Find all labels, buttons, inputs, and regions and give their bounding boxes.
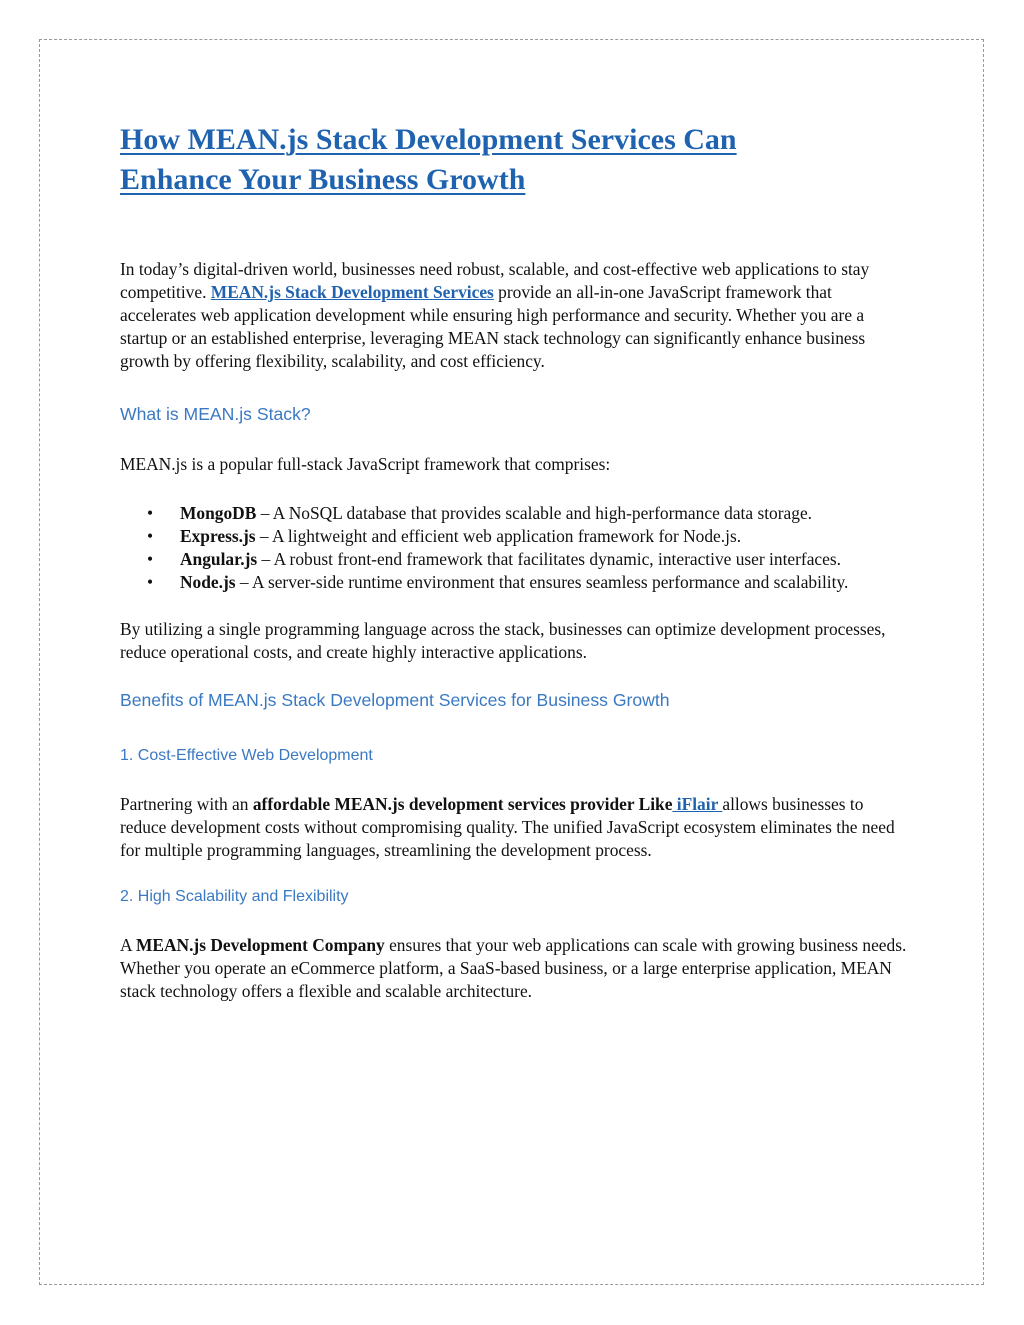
list-item — [147, 571, 910, 594]
list-item — [147, 548, 910, 571]
list-item-term: Node.js — [180, 572, 236, 592]
cost-effective-paragraph — [120, 793, 910, 862]
list-item-term: Express.js — [180, 526, 256, 546]
cost-bold-text: affordable MEAN.js development services provider Like — [252, 794, 673, 814]
intro-paragraph — [120, 258, 910, 373]
cost-text-start: Partnering with an — [120, 794, 253, 814]
bullet-icon: • — [147, 549, 154, 569]
page-title-line1: How MEAN.js Stack Development Services Can — [120, 123, 737, 156]
list-item-term: MongoDB — [180, 503, 257, 523]
scalability-paragraph — [120, 934, 910, 1003]
intro-text-start: In today’s digital-driven world, businesses need robust, scalable, and cost-effective web applications to stay competitive. — [120, 259, 870, 302]
list-item-desc: – A server-side runtime environment that ensures seamless performance and scalability. — [235, 572, 849, 592]
scale-bold-text: MEAN.js Development Company — [135, 935, 385, 955]
subheading-scalability: 2. High Scalability and Flexibility — [120, 888, 349, 905]
iflair-link[interactable]: iFlair — [672, 794, 723, 814]
list-item — [147, 502, 910, 525]
scale-text-start: A — [120, 935, 136, 955]
cost-text-end: allows businesses to reduce development costs without compromising quality. The unified JavaScript ecosystem eliminates the need for multiple programming languages, streamlining the development process. — [120, 794, 895, 860]
page-title-line2: Enhance Your Business Growth — [120, 163, 526, 196]
intro-text-end: provide an all-in-one JavaScript framework that accelerates web application development while ensuring high performance and security. Whether you are a startup or an established enterprise, leveraging MEAN stack technology can significantly enhance business growth by offering flexibility, scalability, and cost efficiency. — [120, 282, 866, 371]
stack-closing-paragraph: By utilizing a single programming language across the stack, businesses can optimize development processes, reduce operational costs, and create highly interactive applications. — [120, 619, 886, 662]
document-body — [120, 120, 910, 1003]
bullet-icon: • — [147, 572, 154, 592]
bullet-icon: • — [147, 503, 154, 523]
list-item-desc: – A robust front-end framework that facilitates dynamic, interactive user interfaces. — [257, 549, 841, 569]
stack-component-list — [120, 502, 910, 594]
section-heading-benefits: Benefits of MEAN.js Stack Development Services for Business Growth — [120, 690, 670, 710]
list-item-desc: – A lightweight and efficient web application framework for Node.js. — [255, 526, 742, 546]
subheading-cost-effective: 1. Cost-Effective Web Development — [120, 747, 373, 764]
stack-lead-paragraph: MEAN.js is a popular full-stack JavaScript framework that comprises: — [120, 454, 611, 474]
section-heading-what-is-mean: What is MEAN.js Stack? — [120, 404, 311, 424]
page-title — [120, 120, 910, 200]
scale-text-end: ensures that your web applications can scale with growing business needs. Whether you operate an eCommerce platform, a SaaS-based business, or a large enterprise application, MEAN stack technology offers a flexible and scalable architecture. — [120, 935, 907, 1001]
list-item-desc: – A NoSQL database that provides scalable and high-performance data storage. — [256, 503, 813, 523]
list-item-term: Angular.js — [180, 549, 258, 569]
list-item — [147, 525, 910, 548]
mean-services-link[interactable]: MEAN.js Stack Development Services — [210, 282, 494, 302]
bullet-icon: • — [147, 526, 154, 546]
